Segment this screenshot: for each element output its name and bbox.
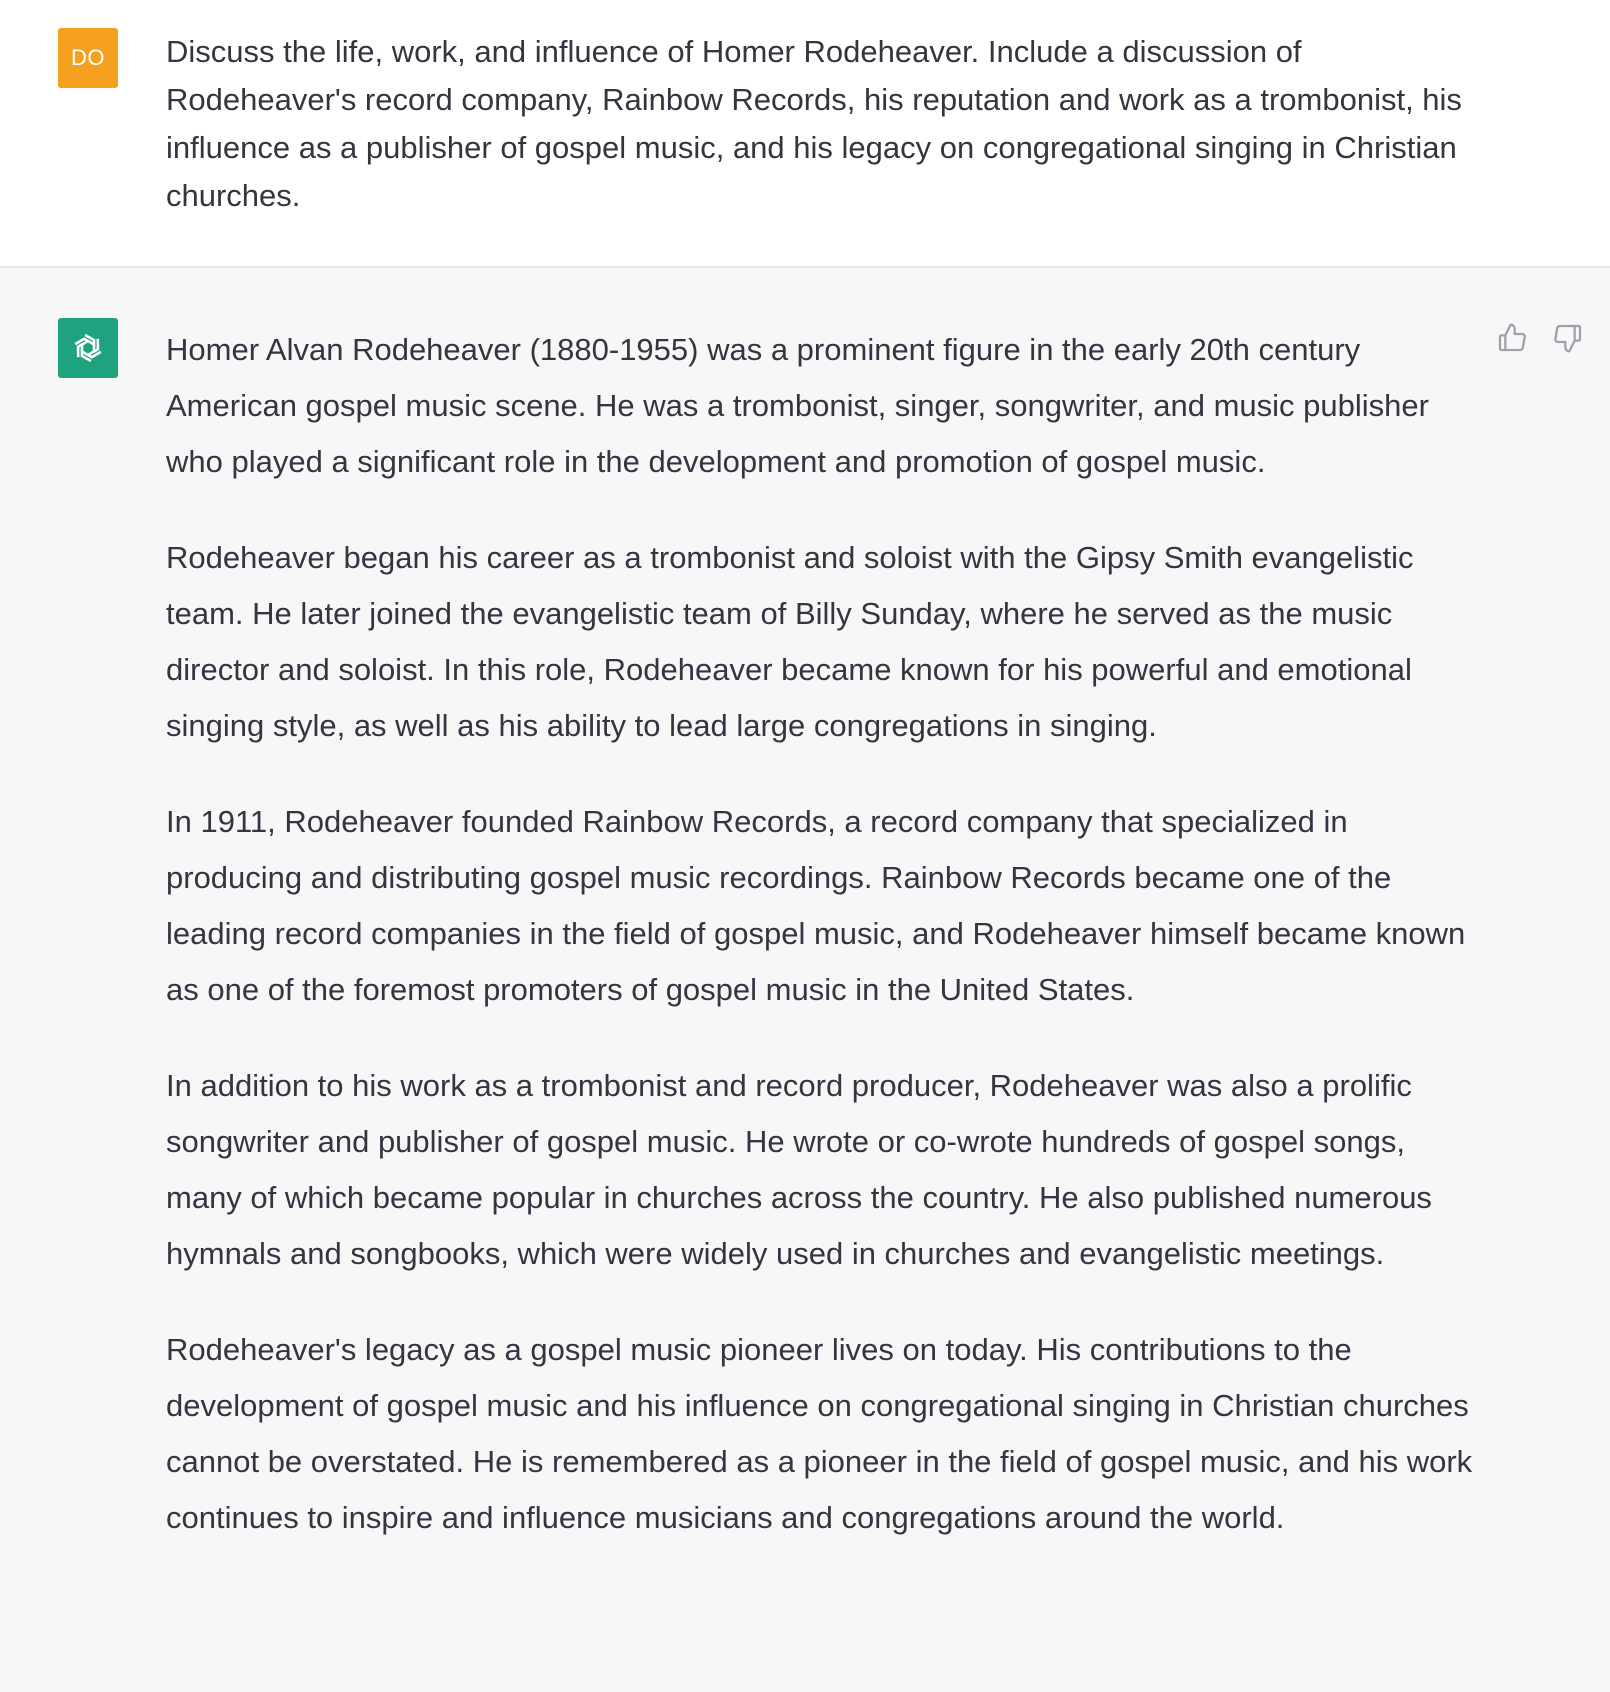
- assistant-message-text: [166, 322, 1486, 1586]
- assistant-content: [0, 268, 1610, 1692]
- user-avatar: [58, 28, 118, 88]
- thumbs-up-icon: [1496, 322, 1528, 354]
- thumbs-up-button[interactable]: [1492, 318, 1532, 358]
- answer-paragraph: Rodeheaver began his career as a trombonist and soloist with the Gipsy Smith evangelistic team. He later joined the evangelistic team of Billy Sunday, where he served as the music director and soloist. In this role, Rodeheaver became known for his powerful and emotional singing style, as well as his ability to lead large congregations in singing.: [166, 540, 1414, 743]
- answer-paragraph: Homer Alvan Rodeheaver (1880-1955) was a prominent figure in the early 20th century American gospel music scene. He was a trombonist, singer, songwriter, and music publisher who played a significant role in the development and promotion of gospel music.: [166, 332, 1429, 479]
- user-message-row: [0, 0, 1610, 268]
- user-message-text: Discuss the life, work, and influence of Homer Rodeheaver. Include a discussion of Rodeheaver's record company, Rainbow Records, his reputation and work as a trombonist, his influence as a publisher of gospel music, and his legacy on congregational singing in Christian churches.: [166, 34, 1462, 213]
- answer-paragraph: In 1911, Rodeheaver founded Rainbow Records, a record company that specialized in producing and distributing gospel music recordings. Rainbow Records became one of the leading record companies in the field of gospel music, and Rodeheaver himself became known as one of the foremost promoters of gospel music in the United States.: [166, 804, 1466, 1007]
- answer-paragraph: In addition to his work as a trombonist and record producer, Rodeheaver was also a prolific songwriter and publisher of gospel music. He wrote or co-wrote hundreds of gospel songs, many of which became popular in churches across the country. He also published numerous hymnals and songbooks, which were widely used in churches and evangelistic meetings.: [166, 1068, 1432, 1271]
- user-avatar-initials: DO: [71, 45, 105, 70]
- thumbs-down-button[interactable]: [1548, 318, 1588, 358]
- thumbs-down-icon: [1552, 322, 1584, 354]
- answer-paragraph: Rodeheaver's legacy as a gospel music pioneer lives on today. His contributions to the development of gospel music and his influence on congregational singing in Christian churches cannot be overstated. He is remembered as a pioneer in the field of gospel music, and his work continues to inspire and influence musicians and congregations around the world.: [166, 1332, 1473, 1535]
